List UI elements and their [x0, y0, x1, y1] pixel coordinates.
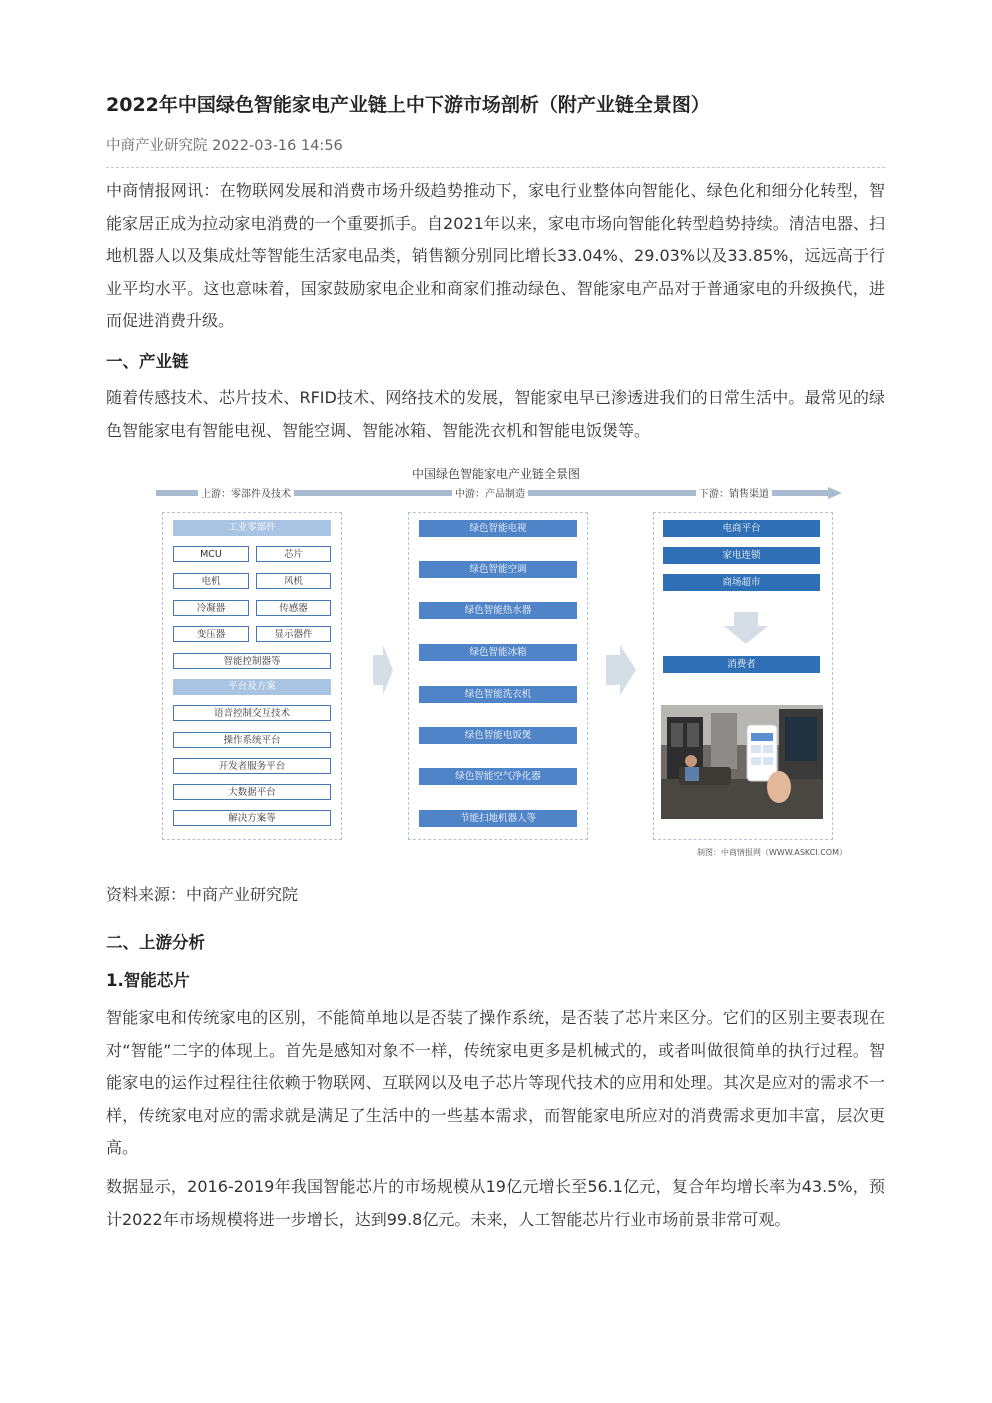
smart-home-photo — [661, 705, 823, 819]
stage-label-downstream: 下游：销售渠道 — [696, 485, 772, 500]
intro-paragraph: 中商情报网讯：在物联网发展和消费市场升级趋势推动下，家电行业整体向智能化、绿色化和细分化转型，智能家居正成为拉动家电消费的一个重要抓手。自2021年以来，家电市场向智能化转型趋势持续。清洁电器、扫地机器人以及集成灶等智能生活家电品类，销售额分别同比增长33.04%、29.03%以及33.85%，远远高于行业平均水平。这也意味着，国家鼓励家电企业和商家们推动绿色、智能家电产品对于普通家电的升级换代，进而促进消费升级。 — [106, 181, 885, 330]
part-sensor: 传感器 — [256, 600, 331, 616]
platform-voice: 语音控制交互技术 — [173, 705, 331, 721]
down-arrow-icon — [724, 612, 768, 644]
article-title: 2022年中国绿色智能家电产业链上中下游市场剖析（附产业链全景图） — [106, 94, 710, 116]
product-air-purifier: 绿色智能空气净化器 — [419, 768, 577, 785]
part-fan: 风机 — [256, 573, 331, 589]
parts-header: 工业零部件 — [173, 520, 331, 536]
product-tv: 绿色智能电视 — [419, 520, 577, 537]
product-fridge: 绿色智能冰箱 — [419, 644, 577, 661]
consumer-box: 消费者 — [663, 656, 820, 673]
product-water-heater: 绿色智能热水器 — [419, 602, 577, 619]
subsection-heading-chip: 1.智能芯片 — [106, 971, 190, 990]
part-display: 显示器件 — [256, 626, 331, 642]
industry-chain-diagram — [142, 462, 850, 864]
chip-paragraph-2: 数据显示，2016-2019年我国智能芯片的市场规模从19亿元增长至56.1亿元，复合年均增长率为43.5%，预计2022年市场规模将进一步增长，达到99.8亿元。未来，人工智能芯片行业市场前景非常可观。 — [106, 1177, 885, 1229]
stage-label-midstream: 中游：产品制造 — [452, 485, 528, 500]
diagram-title: 中国绿色智能家电产业链全景图 — [411, 467, 580, 481]
chip-paragraph-1: 智能家电和传统家电的区别，不能简单地以是否装了操作系统，是否装了芯片来区分。它们的区别主要表现在对“智能”二字的体现上。首先是感知对象不一样，传统家电更多是机械式的，或者叫做很简单的执行过程。智能家电的运作过程往往依赖于物联网、互联网以及电子芯片等现代技术的应用和处理。其次是应对的需求不一样，传统家电对应的需求就是满足了生活中的一些基本需求，而智能家电所应对的消费需求更加丰富，层次更高。 — [106, 1008, 885, 1157]
part-motor: 电机 — [173, 573, 249, 589]
product-washer: 绿色智能洗衣机 — [419, 686, 577, 703]
section-heading-chain: 一、产业链 — [106, 352, 189, 371]
platform-header: 平台及方案 — [173, 679, 331, 695]
part-condenser: 冷凝器 — [173, 600, 249, 616]
product-rice-cooker: 绿色智能电饭煲 — [419, 727, 577, 744]
divider — [106, 167, 885, 168]
platform-solutions: 解决方案等 — [173, 810, 331, 826]
product-robot-vacuum: 节能扫地机器人等 — [419, 810, 577, 827]
source-paragraph: 资料来源：中商产业研究院 — [106, 885, 299, 904]
right-arrow-icon — [373, 645, 393, 695]
part-chip: 芯片 — [256, 546, 331, 562]
channel-chain-stores: 家电连锁 — [663, 547, 820, 564]
platform-developer: 开发者服务平台 — [173, 758, 331, 774]
chain-paragraph: 随着传感技术、芯片技术、RFID技术、网络技术的发展，智能家电早已渗透进我们的日常生活中。最常见的绿色智能家电有智能电视、智能空调、智能冰箱、智能洗衣机和智能电饭煲等。 — [106, 388, 885, 440]
article-meta: 中商产业研究院 2022-03-16 14:56 — [106, 138, 343, 154]
part-controller: 智能控制器等 — [173, 653, 331, 669]
diagram-credit: 制图：中商情报网（WWW.ASKCI.COM） — [697, 848, 847, 857]
part-transformer: 变压器 — [173, 626, 249, 642]
product-ac: 绿色智能空调 — [419, 561, 577, 578]
part-mcu: MCU — [173, 546, 249, 562]
stage-label-upstream: 上游：零部件及技术 — [198, 485, 294, 500]
channel-supermarkets: 商场超市 — [663, 574, 820, 591]
channel-ecommerce: 电商平台 — [663, 520, 820, 537]
platform-os: 操作系统平台 — [173, 732, 331, 748]
platform-bigdata: 大数据平台 — [173, 784, 331, 800]
right-arrow-icon — [606, 645, 636, 695]
section-heading-upstream: 二、上游分析 — [106, 933, 205, 952]
